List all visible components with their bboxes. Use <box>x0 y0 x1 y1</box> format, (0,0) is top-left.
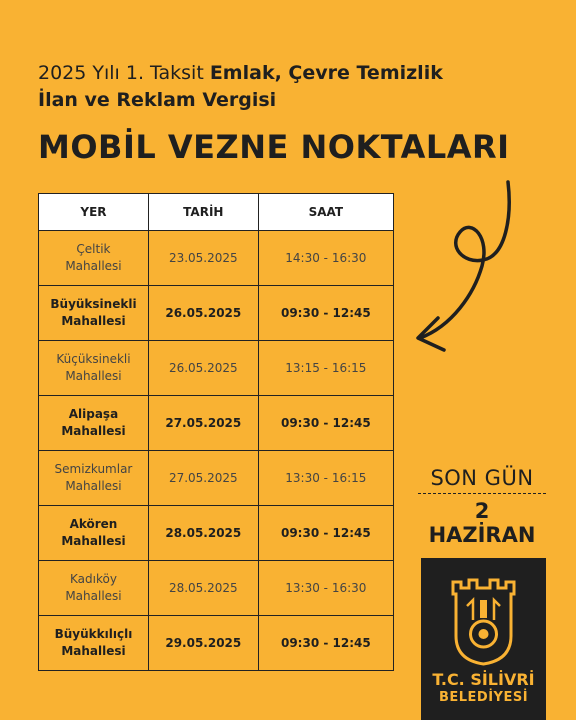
place-name: Büyüksinekli <box>50 297 137 311</box>
logo-text-line-1: T.C. SİLİVRİ <box>432 670 535 689</box>
cell-place <box>39 396 149 451</box>
place-suffix: Mahallesi <box>65 259 122 273</box>
cell-date: 29.05.2025 <box>148 616 258 671</box>
cell-place <box>39 451 149 506</box>
curly-arrow-icon <box>408 176 528 366</box>
place-suffix: Mahallesi <box>61 644 126 658</box>
cell-date: 23.05.2025 <box>148 231 258 286</box>
cell-place <box>39 341 149 396</box>
schedule-table <box>38 193 394 671</box>
cell-time: 09:30 - 12:45 <box>258 286 393 341</box>
headline-line-2: İlan ve Reklam Vergisi <box>38 89 277 111</box>
place-name: Büyükkılıçlı <box>54 627 133 641</box>
cell-date: 26.05.2025 <box>148 341 258 396</box>
column-header-date: TARİH <box>148 194 258 231</box>
cell-place <box>39 561 149 616</box>
place-suffix: Mahallesi <box>65 589 122 603</box>
place-suffix: Mahallesi <box>65 369 122 383</box>
cell-date: 26.05.2025 <box>148 286 258 341</box>
cell-place <box>39 286 149 341</box>
table-header-row <box>39 194 394 231</box>
headline <box>38 60 558 114</box>
place-suffix: Mahallesi <box>65 479 122 493</box>
cell-time: 09:30 - 12:45 <box>258 616 393 671</box>
cell-time: 13:30 - 16:30 <box>258 561 393 616</box>
table-row <box>39 396 394 451</box>
headline-prefix: 2025 Yılı 1. Taksit <box>38 62 210 84</box>
cell-time: 14:30 - 16:30 <box>258 231 393 286</box>
cell-time: 13:30 - 16:15 <box>258 451 393 506</box>
cell-time: 13:15 - 16:15 <box>258 341 393 396</box>
table-row <box>39 451 394 506</box>
cell-place <box>39 231 149 286</box>
table-row <box>39 231 394 286</box>
cell-time: 09:30 - 12:45 <box>258 506 393 561</box>
castle-emblem-icon <box>449 576 518 666</box>
place-name: Akören <box>69 517 118 531</box>
place-name: Çeltik <box>76 242 111 256</box>
cell-date: 27.05.2025 <box>148 396 258 451</box>
cell-place <box>39 616 149 671</box>
cell-date: 27.05.2025 <box>148 451 258 506</box>
place-suffix: Mahallesi <box>61 314 126 328</box>
column-header-place: YER <box>39 194 149 231</box>
cell-date: 28.05.2025 <box>148 506 258 561</box>
place-suffix: Mahallesi <box>61 424 126 438</box>
headline-line-1 <box>38 60 558 87</box>
place-name: Kadıköy <box>70 572 117 586</box>
table-row <box>39 616 394 671</box>
table-row <box>39 286 394 341</box>
column-header-time: SAAT <box>258 194 393 231</box>
table-row <box>39 561 394 616</box>
deadline-box <box>418 466 546 547</box>
cell-place <box>39 506 149 561</box>
table-row <box>39 506 394 561</box>
logo-text-line-2: BELEDİYESİ <box>438 690 529 705</box>
place-name: Küçüksinekli <box>56 352 131 366</box>
place-suffix: Mahallesi <box>61 534 126 548</box>
cell-date: 28.05.2025 <box>148 561 258 616</box>
headline-bold-1: Emlak, Çevre Temizlik <box>209 62 443 84</box>
municipality-logo <box>421 558 546 720</box>
table-row <box>39 341 394 396</box>
place-name: Alipaşa <box>68 407 119 421</box>
deadline-label: SON GÜN <box>418 466 546 494</box>
deadline-date: 2 HAZİRAN <box>428 499 536 547</box>
place-name: Semizkumlar <box>54 462 133 476</box>
cell-time: 09:30 - 12:45 <box>258 396 393 451</box>
page-title: MOBİL VEZNE NOKTALARI <box>38 128 510 166</box>
